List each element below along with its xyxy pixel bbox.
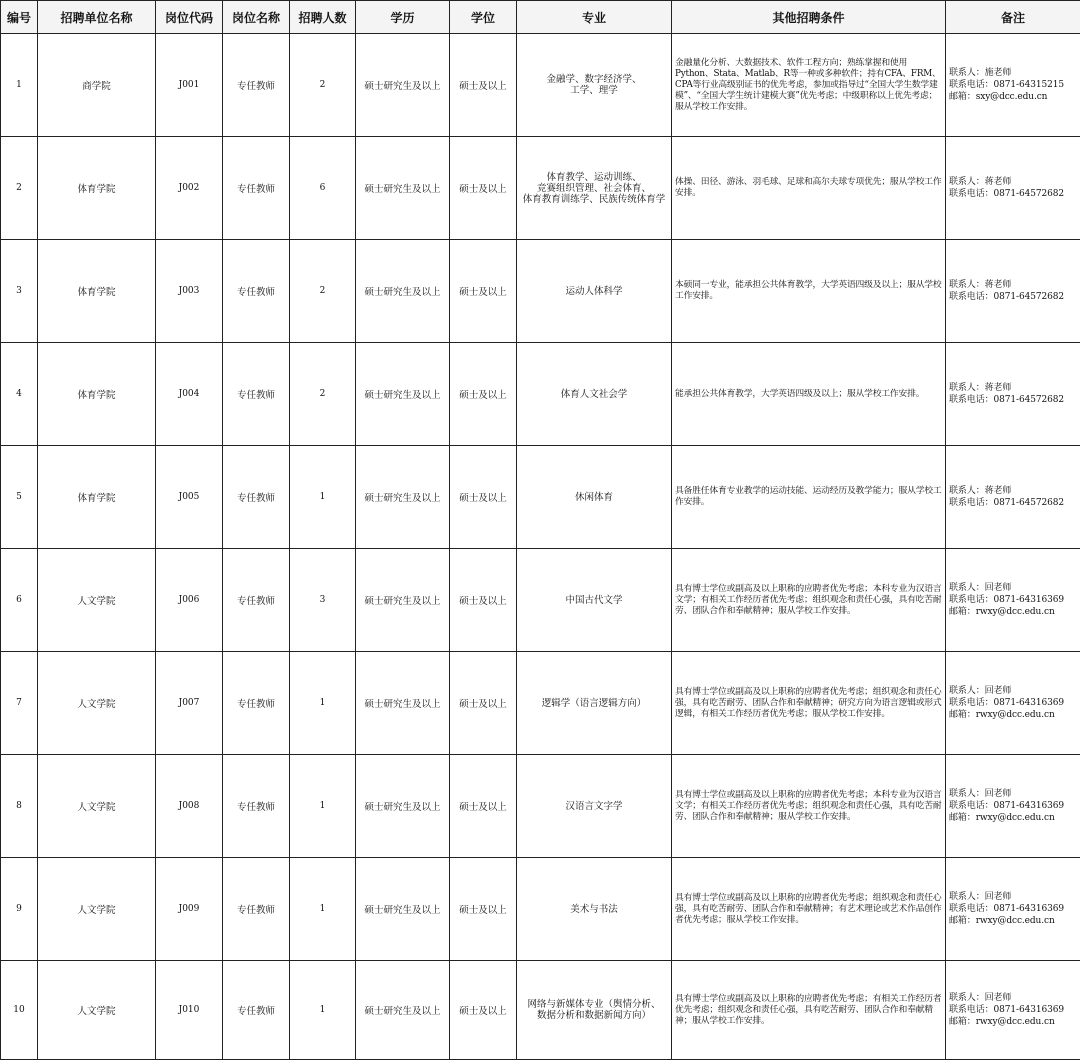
remark-line: 联系人：蒋老师 xyxy=(949,177,1012,187)
cell-count: 2 xyxy=(290,343,356,446)
cell-count: 1 xyxy=(290,858,356,961)
remark-line: 联系人：蒋老师 xyxy=(949,486,1012,496)
cell-no: 10 xyxy=(1,961,38,1060)
major-line: 体育人文社会学 xyxy=(560,388,628,400)
cell-code: J007 xyxy=(156,652,223,755)
remark-line: 联系人：回老师 xyxy=(949,583,1012,593)
cell-code: J006 xyxy=(156,549,223,652)
cell-degree: 硕士及以上 xyxy=(450,755,517,858)
header-unit: 招聘单位名称 xyxy=(38,1,156,34)
cell-conditions: 能承担公共体育教学，大学英语四级及以上；服从学校工作安排。 xyxy=(672,343,946,446)
header-degree: 学位 xyxy=(450,1,517,34)
cell-no: 2 xyxy=(1,137,38,240)
cell-education: 硕士研究生及以上 xyxy=(356,240,450,343)
cell-degree: 硕士及以上 xyxy=(450,961,517,1060)
major-line: 工学、理学 xyxy=(570,85,618,96)
cell-count: 1 xyxy=(290,446,356,549)
cell-position: 专任教师 xyxy=(223,343,290,446)
remark-line: 联系人：蒋老师 xyxy=(949,383,1012,393)
cell-degree: 硕士及以上 xyxy=(450,34,517,137)
table-row xyxy=(1,137,1080,240)
header-remarks: 备注 xyxy=(946,1,1080,34)
cell-conditions: 金融量化分析、大数据技术、软件工程方向；熟练掌握和使用Python、Stata、Matlab、R等一种或多种软件；持有CFA、FRM、CPA等行业高级别证书的优先考虑，参加或指导过“全国大学生数学建模”、“全国大学生统计建模大赛”优先考虑；中级职称以上优先考虑；服从学校工作安排。 xyxy=(672,34,946,137)
major-line: 逻辑学（语言逻辑方向） xyxy=(541,697,647,709)
cell-conditions: 具有博士学位或副高及以上职称的应聘者优先考虑；组织观念和责任心强，具有吃苦耐劳、团队合作和奉献精神；有艺术理论或艺术作品创作者优先考虑；服从学校工作安排。 xyxy=(672,858,946,961)
remark-line: 邮箱：rwxy@dcc.edu.cn xyxy=(949,710,1055,720)
cell-count: 1 xyxy=(290,961,356,1060)
table-row xyxy=(1,755,1080,858)
table-row xyxy=(1,343,1080,446)
cell-position: 专任教师 xyxy=(223,137,290,240)
remark-line: 联系人：回老师 xyxy=(949,686,1012,696)
cell-conditions: 具有博士学位或副高及以上职称的应聘者优先考虑；组织观念和责任心强，具有吃苦耐劳、团队合作和奉献精神；研究方向为语言逻辑或形式逻辑，有相关工作经历者优先考虑；服从学校工作安排。 xyxy=(672,652,946,755)
header-code: 岗位代码 xyxy=(156,1,223,34)
cell-unit: 体育学院 xyxy=(38,240,156,343)
cell-major xyxy=(517,137,672,240)
table-row xyxy=(1,240,1080,343)
header-major: 专业 xyxy=(517,1,672,34)
cell-conditions: 具有博士学位或副高及以上职称的应聘者优先考虑；本科专业为汉语言文学；有相关工作经历者优先考虑；组织观念和责任心强，具有吃苦耐劳、团队合作和奉献精神；服从学校工作安排。 xyxy=(672,755,946,858)
cell-position: 专任教师 xyxy=(223,755,290,858)
remark-line: 联系人：回老师 xyxy=(949,892,1012,902)
cell-conditions: 本硕同一专业，能承担公共体育教学，大学英语四级及以上；服从学校工作安排。 xyxy=(672,240,946,343)
remark-line: 联系电话：0871-64316369 xyxy=(949,698,1064,708)
table-row xyxy=(1,549,1080,652)
major-line: 休闲体育 xyxy=(574,491,613,503)
cell-education: 硕士研究生及以上 xyxy=(356,446,450,549)
major-line: 竞赛组织管理、社会体育、 xyxy=(536,182,651,194)
cell-degree: 硕士及以上 xyxy=(450,343,517,446)
cell-major xyxy=(517,446,672,549)
cell-remarks xyxy=(946,240,1080,343)
cell-code: J009 xyxy=(156,858,223,961)
cell-unit: 人文学院 xyxy=(38,961,156,1060)
cell-unit: 人文学院 xyxy=(38,755,156,858)
cell-position: 专任教师 xyxy=(223,240,290,343)
cell-major xyxy=(517,240,672,343)
cell-position: 专任教师 xyxy=(223,961,290,1060)
cell-code: J004 xyxy=(156,343,223,446)
remark-line: 联系人：回老师 xyxy=(949,789,1012,799)
cell-degree: 硕士及以上 xyxy=(450,858,517,961)
remark-line: 联系电话：0871-64572682 xyxy=(949,395,1064,405)
cell-unit: 体育学院 xyxy=(38,137,156,240)
cell-no: 7 xyxy=(1,652,38,755)
remark-line: 邮箱：sxy@dcc.edu.cn xyxy=(949,92,1048,102)
remark-line: 邮箱：rwxy@dcc.edu.cn xyxy=(949,1017,1055,1027)
cell-unit: 商学院 xyxy=(38,34,156,137)
cell-position: 专任教师 xyxy=(223,858,290,961)
major-line: 金融学、数字经济学、 xyxy=(546,74,642,85)
major-line: 中国古代文学 xyxy=(565,594,623,606)
cell-remarks xyxy=(946,137,1080,240)
major-line: 体育教学、运动训练、 xyxy=(546,171,642,183)
cell-unit: 人文学院 xyxy=(38,858,156,961)
cell-degree: 硕士及以上 xyxy=(450,137,517,240)
cell-no: 3 xyxy=(1,240,38,343)
remark-line: 联系电话：0871-64316369 xyxy=(949,1005,1064,1015)
cell-count: 2 xyxy=(290,240,356,343)
cell-remarks xyxy=(946,549,1080,652)
cell-code: J002 xyxy=(156,137,223,240)
cell-unit: 人文学院 xyxy=(38,549,156,652)
cell-remarks xyxy=(946,652,1080,755)
remark-line: 联系人：施老师 xyxy=(949,68,1012,78)
major-line: 体育教育训练学、民族传统体育学 xyxy=(522,193,666,205)
remark-line: 邮箱：rwxy@dcc.edu.cn xyxy=(949,916,1055,926)
cell-education: 硕士研究生及以上 xyxy=(356,549,450,652)
cell-count: 1 xyxy=(290,652,356,755)
cell-remarks xyxy=(946,446,1080,549)
cell-education: 硕士研究生及以上 xyxy=(356,961,450,1060)
cell-remarks xyxy=(946,858,1080,961)
cell-major xyxy=(517,343,672,446)
table-body xyxy=(1,34,1080,1060)
cell-no: 8 xyxy=(1,755,38,858)
cell-remarks xyxy=(946,343,1080,446)
cell-no: 5 xyxy=(1,446,38,549)
cell-no: 4 xyxy=(1,343,38,446)
cell-code: J003 xyxy=(156,240,223,343)
table-row xyxy=(1,652,1080,755)
cell-position: 专任教师 xyxy=(223,652,290,755)
cell-education: 硕士研究生及以上 xyxy=(356,137,450,240)
cell-position: 专任教师 xyxy=(223,34,290,137)
cell-major xyxy=(517,858,672,961)
cell-degree: 硕士及以上 xyxy=(450,652,517,755)
cell-remarks xyxy=(946,961,1080,1060)
table-row xyxy=(1,961,1080,1060)
cell-code: J001 xyxy=(156,34,223,137)
cell-no: 9 xyxy=(1,858,38,961)
cell-position: 专任教师 xyxy=(223,446,290,549)
header-count: 招聘人数 xyxy=(290,1,356,34)
header-position: 岗位名称 xyxy=(223,1,290,34)
cell-education: 硕士研究生及以上 xyxy=(356,343,450,446)
cell-unit: 体育学院 xyxy=(38,446,156,549)
cell-education: 硕士研究生及以上 xyxy=(356,652,450,755)
cell-position: 专任教师 xyxy=(223,549,290,652)
cell-code: J010 xyxy=(156,961,223,1060)
cell-conditions: 体操、田径、游泳、羽毛球、足球和高尔夫球专项优先；服从学校工作安排。 xyxy=(672,137,946,240)
remark-line: 联系电话：0871-64315215 xyxy=(949,80,1064,90)
table-row xyxy=(1,34,1080,137)
table-row xyxy=(1,446,1080,549)
remark-line: 联系人：蒋老师 xyxy=(949,280,1012,290)
table-header xyxy=(1,1,1080,34)
remark-line: 邮箱：rwxy@dcc.edu.cn xyxy=(949,607,1055,617)
cell-major xyxy=(517,549,672,652)
header-education: 学历 xyxy=(356,1,450,34)
cell-unit: 体育学院 xyxy=(38,343,156,446)
remark-line: 联系电话：0871-64316369 xyxy=(949,904,1064,914)
header-row xyxy=(1,1,1080,34)
remark-line: 联系电话：0871-64572682 xyxy=(949,498,1064,508)
cell-education: 硕士研究生及以上 xyxy=(356,755,450,858)
table-row xyxy=(1,858,1080,961)
header-conditions: 其他招聘条件 xyxy=(672,1,946,34)
major-line: 数据分析和数据新闻方向） xyxy=(536,1010,651,1021)
cell-major xyxy=(517,961,672,1060)
remark-line: 联系电话：0871-64572682 xyxy=(949,292,1064,302)
cell-degree: 硕士及以上 xyxy=(450,549,517,652)
major-line: 美术与书法 xyxy=(570,903,618,915)
cell-code: J008 xyxy=(156,755,223,858)
cell-major xyxy=(517,652,672,755)
cell-major xyxy=(517,755,672,858)
major-line: 汉语言文字学 xyxy=(565,800,623,812)
header-no: 编号 xyxy=(1,1,38,34)
cell-no: 1 xyxy=(1,34,38,137)
cell-count: 1 xyxy=(290,755,356,858)
cell-remarks xyxy=(946,34,1080,137)
cell-conditions: 具备胜任体育专业教学的运动技能、运动经历及教学能力；服从学校工作安排。 xyxy=(672,446,946,549)
cell-conditions: 具有博士学位或副高及以上职称的应聘者优先考虑；本科专业为汉语言文学；有相关工作经历者优先考虑；组织观念和责任心强，具有吃苦耐劳、团队合作和奉献精神；服从学校工作安排。 xyxy=(672,549,946,652)
cell-education: 硕士研究生及以上 xyxy=(356,34,450,137)
cell-unit: 人文学院 xyxy=(38,652,156,755)
remark-line: 联系电话：0871-64316369 xyxy=(949,595,1064,605)
cell-conditions: 具有博士学位或副高及以上职称的应聘者优先考虑；有相关工作经历者优先考虑；组织观念和责任心强，具有吃苦耐劳、团队合作和奉献精神；服从学校工作安排。 xyxy=(672,961,946,1060)
remark-line: 联系电话：0871-64316369 xyxy=(949,801,1064,811)
cell-remarks xyxy=(946,755,1080,858)
cell-count: 2 xyxy=(290,34,356,137)
cell-education: 硕士研究生及以上 xyxy=(356,858,450,961)
cell-count: 3 xyxy=(290,549,356,652)
remark-line: 联系人：回老师 xyxy=(949,993,1012,1003)
cell-code: J005 xyxy=(156,446,223,549)
major-line: 网络与新媒体专业（舆情分析、 xyxy=(527,999,661,1010)
major-line: 运动人体科学 xyxy=(565,285,623,297)
cell-degree: 硕士及以上 xyxy=(450,446,517,549)
remark-line: 邮箱：rwxy@dcc.edu.cn xyxy=(949,813,1055,823)
cell-major xyxy=(517,34,672,137)
cell-no: 6 xyxy=(1,549,38,652)
remark-line: 联系电话：0871-64572682 xyxy=(949,189,1064,199)
cell-count: 6 xyxy=(290,137,356,240)
cell-degree: 硕士及以上 xyxy=(450,240,517,343)
